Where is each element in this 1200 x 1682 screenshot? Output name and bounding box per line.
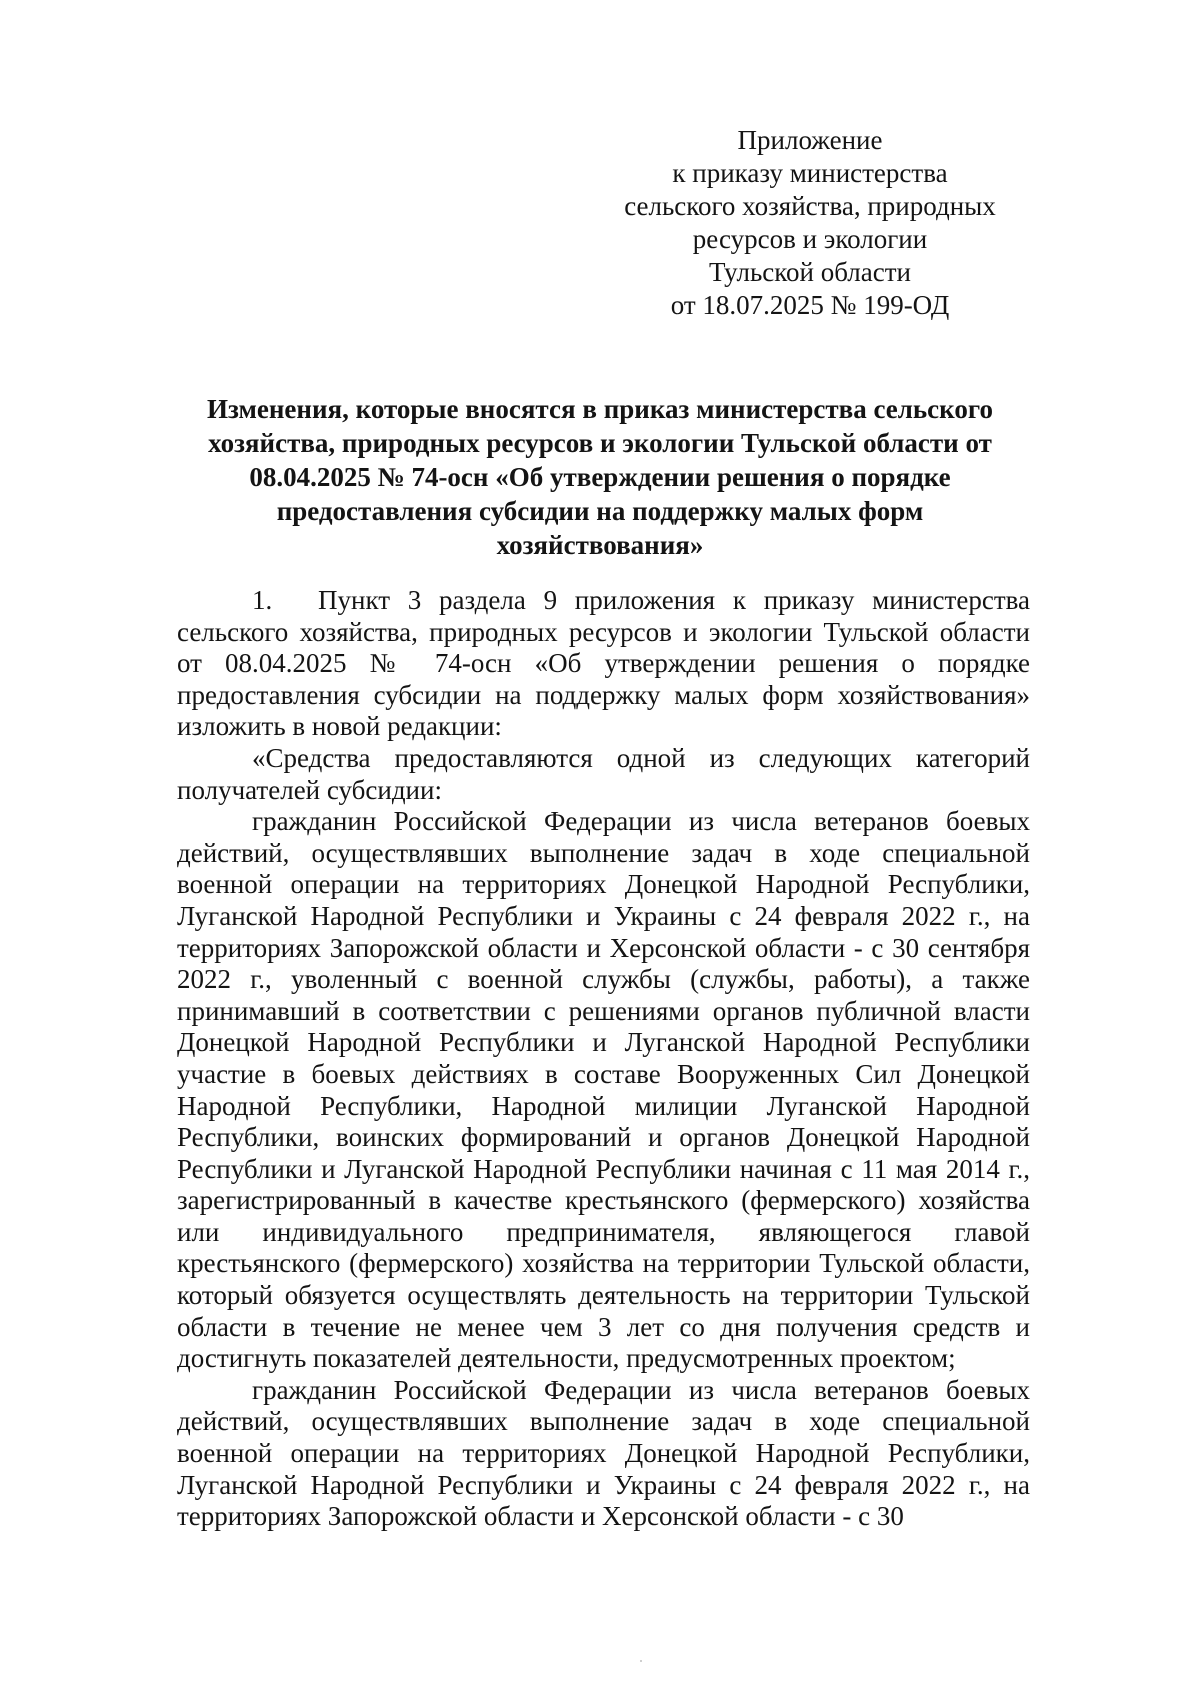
body-paragraph: гражданин Российской Федерации из числа ветеранов боевых действий, осуществлявших выполнение задач в ходе специальной военной операции на территориях Донецкой Народной Республики, Луганской Народной Республики и Украины с 24 февраля 2022 г., на территориях Запорожской области и Херсонской области - с 30 — [177, 1374, 1030, 1532]
appendix-order-reference: от 18.07.2025 № 199-ОД — [670, 290, 950, 320]
appendix-block — [600, 124, 1020, 322]
body-paragraph: гражданин Российской Федерации из числа ветеранов боевых действий, осуществлявших выполнение задач в ходе специальной военной операции на территориях Донецкой Народной Республики, Луганской Народной Республики и Украины с 24 февраля 2022 г., на территориях Запорожской области и Херсонской области - с 30 сентября 2022 г., уволенный с военной службы (службы, работы), а также принимавший в соответствии с решениями органов публичной власти Донецкой Народной Республики и Луганской Народной Республики участие в боевых действиях в составе Вооруженных Сил Донецкой Народной Республики, Народной милиции Луганской Народной Республики, воинских формирований и органов Донецкой Народной Республики и Луганской Народной Республики начиная с 11 мая 2014 г., зарегистрированный в качестве крестьянского (фермерского) хозяйства или индивидуального предпринимателя, являющегося главой крестьянского (фермерского) хозяйства на территории Тульской области, который обязуется осуществлять деятельность на территории Тульской области в течение не менее чем 3 лет со дня получения средств и достигнуть показателей деятельности, предусмотренных проектом; — [177, 806, 1030, 1374]
item-1 — [177, 585, 1030, 743]
appendix-line: сельского хозяйства, природных — [624, 191, 996, 221]
item-number: 1. — [252, 585, 273, 615]
appendix-line: ресурсов и экологии — [692, 224, 928, 254]
appendix-line: Приложение — [737, 125, 883, 155]
document-body — [177, 585, 1030, 1533]
appendix-line: Тульской области — [709, 257, 911, 287]
scan-speck — [640, 1660, 642, 1662]
document-title: Изменения, которые вносятся в приказ министерства сельского хозяйства, природных ресурсов и экологии Тульской области от 08.04.2025 № 74-осн «Об утверждении решения о порядке предоставления субсидии на поддержку малых форм хозяйствования» — [207, 394, 993, 560]
appendix-line: к приказу министерства — [672, 158, 948, 188]
body-paragraph: «Средства предоставляются одной из следующих категорий получателей субсидии: — [177, 742, 1030, 805]
item-text: Пункт 3 раздела 9 приложения к приказу министерства сельского хозяйства, природных ресурсов и экологии Тульской области от 08.04.2025 № 74-осн «Об утверждении решения о порядке предоставления субсидии на поддержку малых форм хозяйствования» изложить в новой редакции: — [177, 585, 1030, 742]
